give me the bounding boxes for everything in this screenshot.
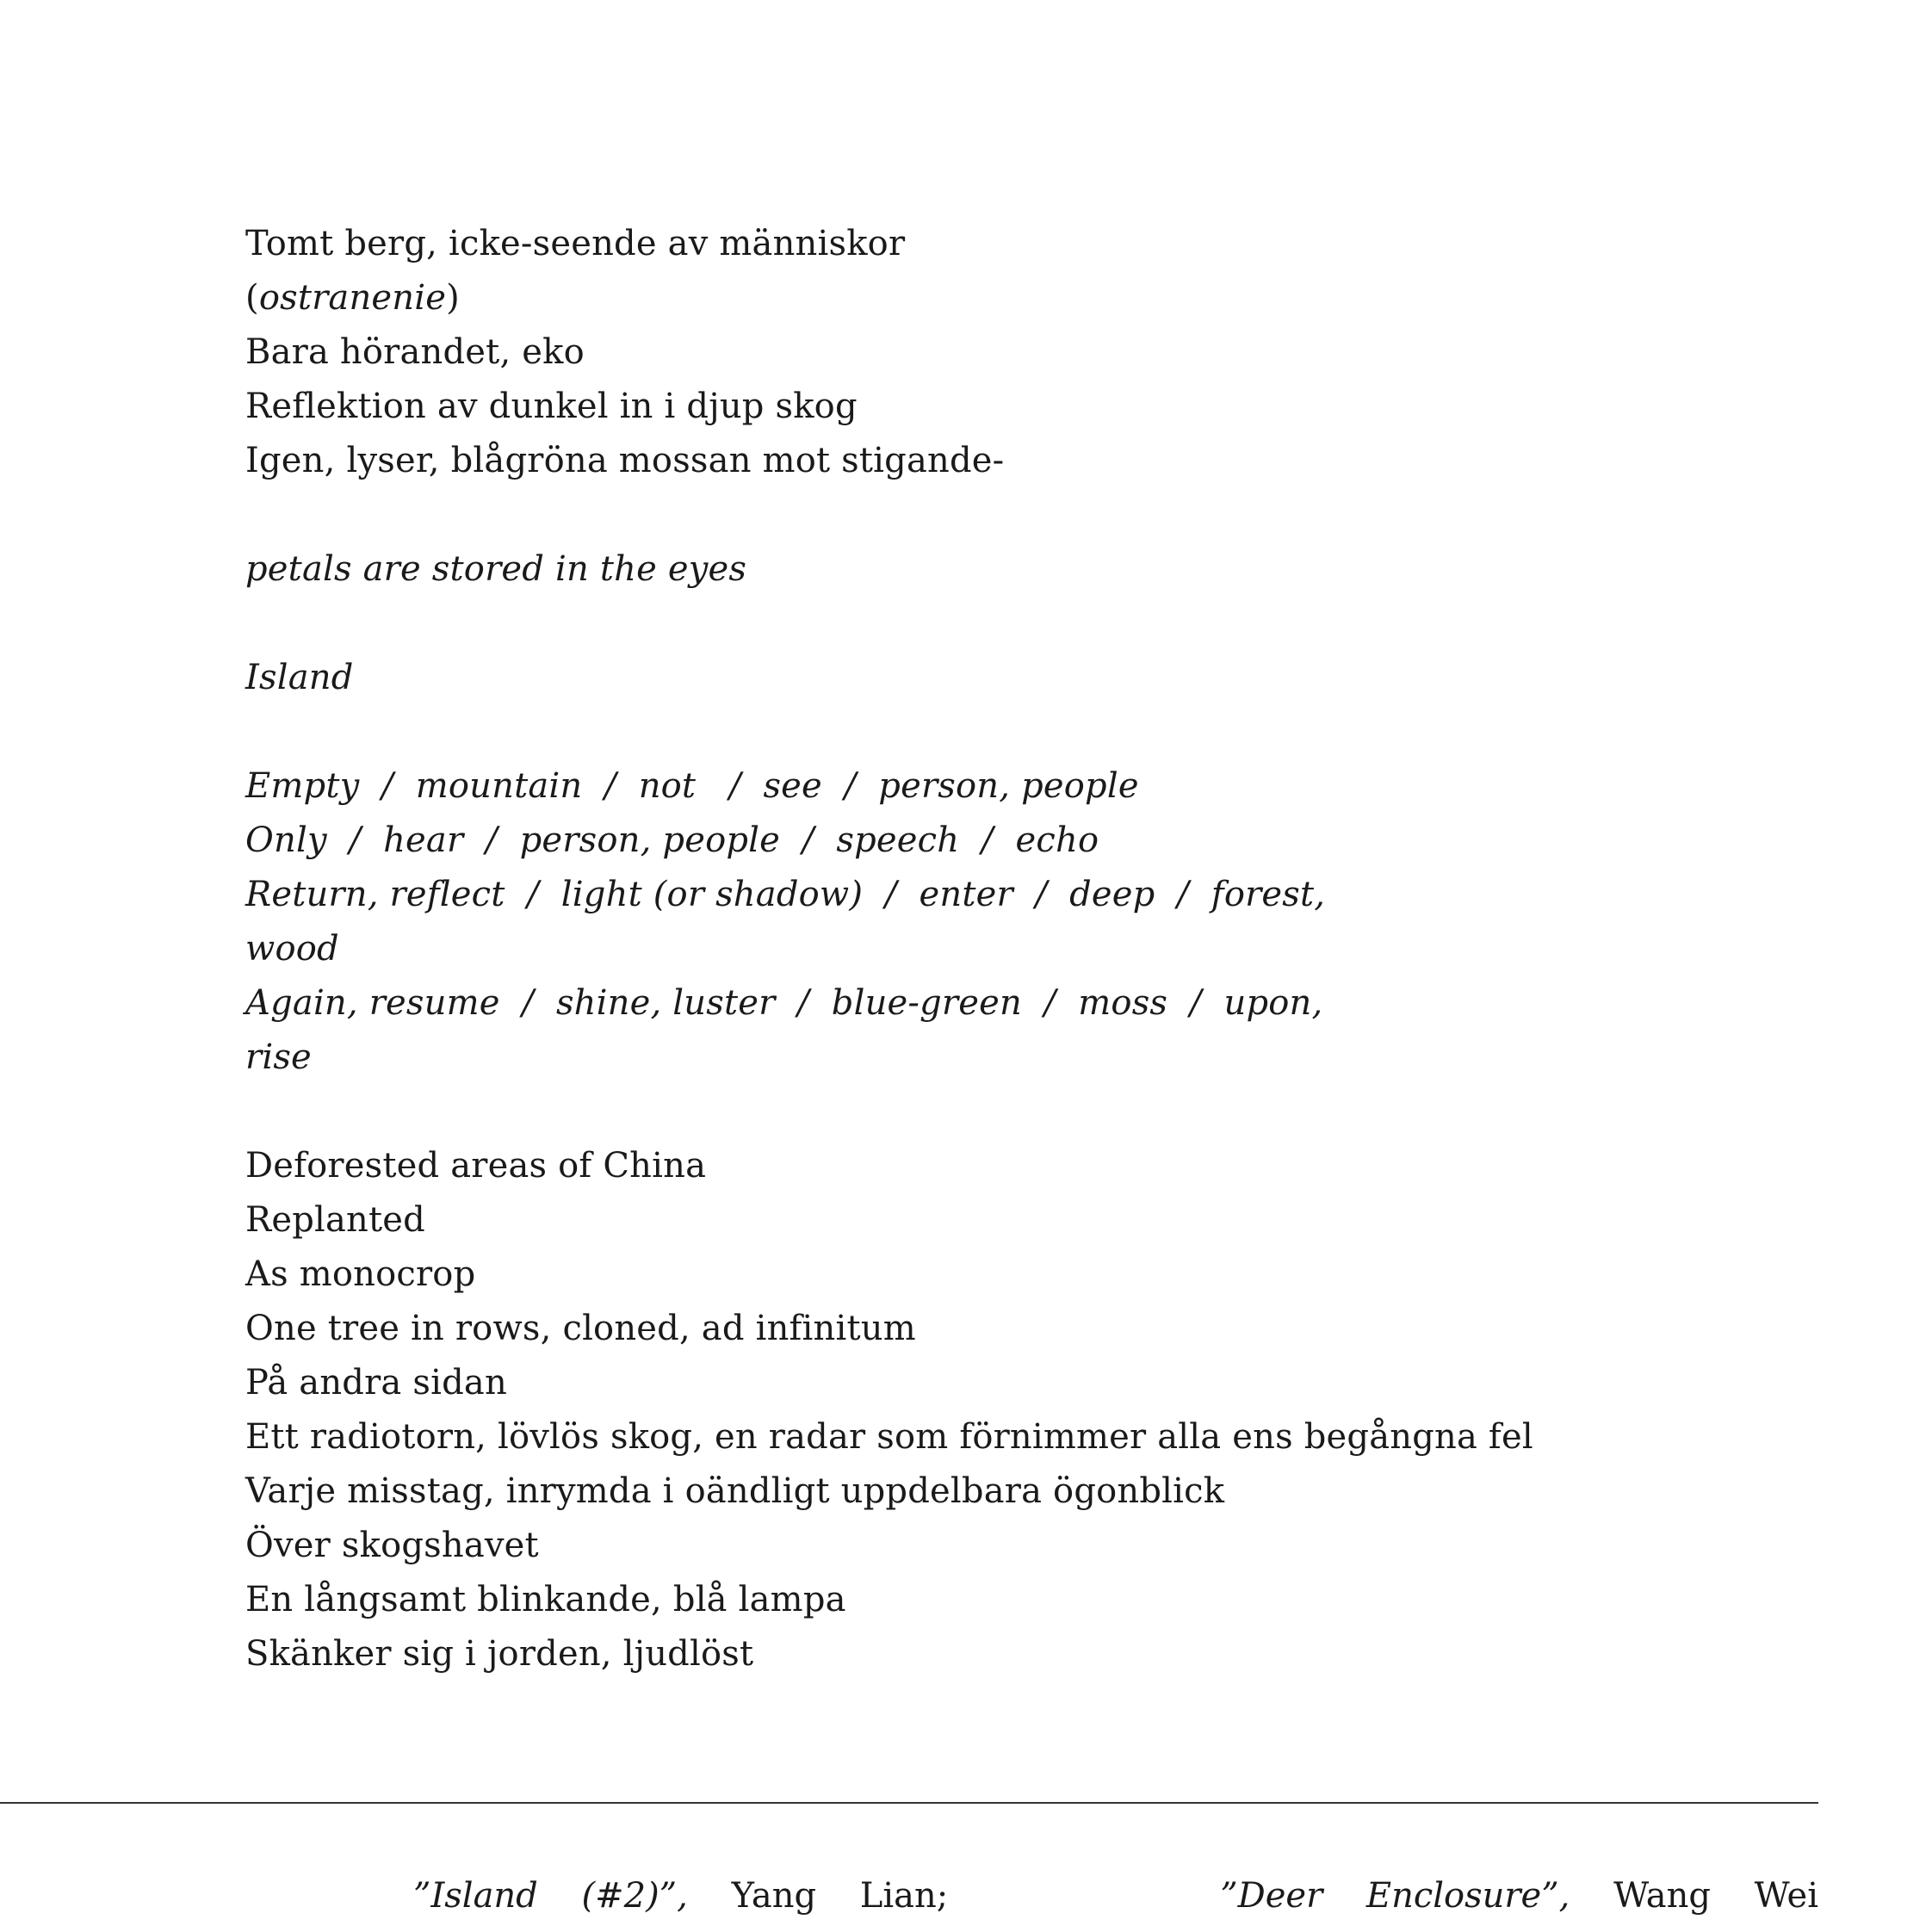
open-paren: (	[245, 278, 259, 318]
poem-line: På andra sidan	[245, 1363, 507, 1403]
translation-line: wood	[245, 929, 339, 969]
footnote-right-title: ”Deer Enclosure”,	[1220, 1876, 1570, 1916]
translation-line: Empty / mountain / not / see / person, people	[245, 766, 1139, 806]
petals-line: petals are stored in the eyes	[245, 549, 747, 589]
island-heading: Island	[245, 658, 354, 697]
poem-line: Igen, lyser, blågröna mossan mot stigande-	[245, 441, 1005, 480]
poem-line: Tomt berg, icke-seende av människor	[245, 224, 906, 263]
poem-line: Reflektion av dunkel in i djup skog	[245, 387, 858, 426]
translation-line: Return, reflect / light (or shadow) / enter / deep / forest,	[245, 875, 1326, 914]
ostranenie-word: ostranenie	[258, 278, 447, 318]
stanza-break	[245, 705, 1451, 759]
poem-body	[245, 217, 1533, 1681]
footnote-divider	[0, 1802, 1818, 1804]
poem-line-ostranenie	[245, 271, 1451, 325]
poem-line: Ett radiotorn, lövlös skog, en radar som förnimmer alla ens begångna fel	[245, 1417, 1533, 1457]
stanza-break	[245, 488, 1451, 542]
poem-line: Skänker sig i jorden, ljudlöst	[245, 1634, 754, 1674]
poem-line: Varje misstag, inrymda i oändligt uppdelbara ögonblick	[245, 1471, 1225, 1511]
translation-line: rise	[245, 1037, 312, 1077]
poem-line: Replanted	[245, 1200, 425, 1240]
translation-line: Only / hear / person, people / speech / echo	[245, 820, 1099, 860]
close-paren: )	[446, 278, 460, 318]
footnote-left-author: Yang Lian;	[731, 1876, 949, 1916]
footnote-left-title: ”Island (#2)”,	[413, 1876, 688, 1916]
translation-line: Again, resume / shine, luster / blue-green / moss / upon,	[245, 983, 1323, 1023]
stanza-break	[245, 1085, 1451, 1139]
poem-line: As monocrop	[245, 1254, 476, 1294]
poem-line: Över skogshavet	[245, 1526, 539, 1565]
poem-line: Bara hörandet, eko	[245, 332, 585, 372]
footnote-right	[1220, 1870, 1818, 1922]
poem-line: En långsamt blinkande, blå lampa	[245, 1580, 846, 1619]
stanza-break	[245, 597, 1451, 651]
poem-line: Deforested areas of China	[245, 1146, 707, 1186]
poem-line: One tree in rows, cloned, ad infinitum	[245, 1309, 916, 1348]
footnote-right-author: Wang Wei	[1613, 1876, 1818, 1916]
footnote-left	[413, 1870, 948, 1922]
